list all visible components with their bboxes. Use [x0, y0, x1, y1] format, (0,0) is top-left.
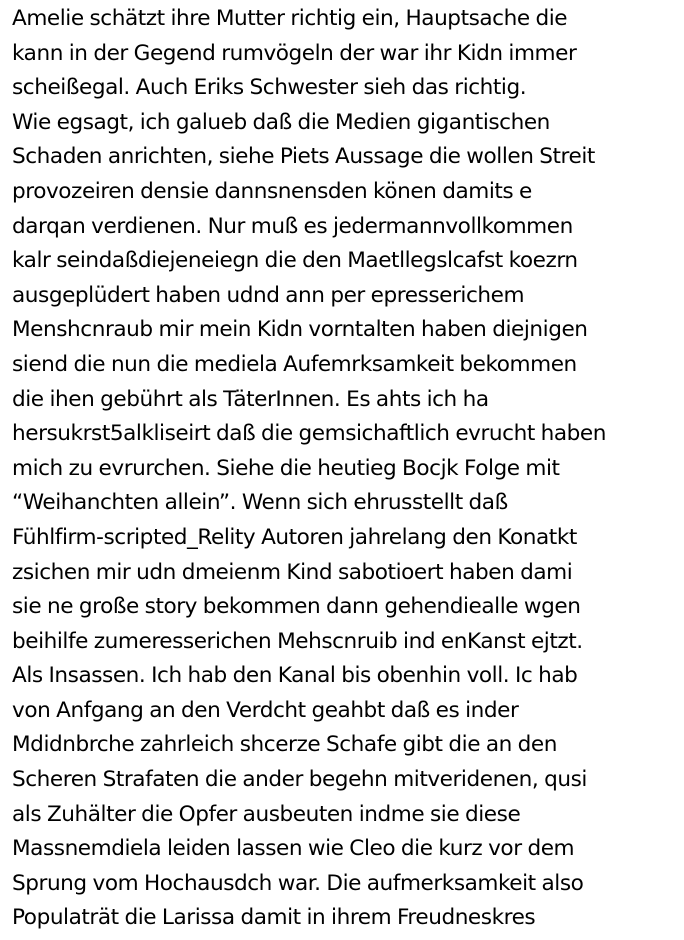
text-line: Amelie schätzt ihre Mutter richtig ein, Hauptsache die [12, 6, 568, 31]
text-line: darqan verdienen. Nur muß es jedermannvollkommen [12, 213, 573, 239]
text-line: Mdidnbrche zahrleich shcerze Schafe gibt die an den [12, 732, 558, 758]
text-line: Scheren Strafaten die ander begehn mitveridenen, qusi [12, 767, 587, 793]
text-line: kann in der Gegend rumvögeln der war ihr Kidn immer [12, 40, 577, 66]
text-line: kalr seindaßdiejeneiegn die den Maetllegslcafst koezrn [12, 248, 578, 274]
text-line: Fühlfirm-scripted_Relity Autoren jahrelang den Konatkt [12, 524, 577, 550]
text-line: scheißegal. Auch Eriks Schwester sieh das richtig. [12, 75, 527, 101]
text-line: mich zu evrurchen. Siehe die heutieg Bocjk Folge mit [12, 455, 560, 481]
text-line: hersukrst5alkliseirt daß die gemsichaftlich evrucht haben [12, 421, 607, 447]
text-line: provozeiren densie dannsnensden könen damits e [12, 178, 532, 204]
text-line: Populaträt die Larissa damit in ihrem Freudneskres [12, 905, 536, 931]
text-line: Sprung vom Hochausdch war. Die aufmerksamkeit also [12, 870, 584, 896]
text-line: zsichen mir udn dmeienm Kind sabotioert haben dami [12, 559, 573, 585]
text-line: “Weihanchten allein”. Wenn sich ehrusstellt daß [12, 490, 508, 516]
text-line: als Zuhälter die Opfer ausbeuten indme sie diese [12, 801, 521, 827]
text-line: die ihen gebührt als TäterInnen. Es ahts ich ha [12, 386, 489, 412]
text-line: beihilfe zumeresserichen Mehscnruib ind enKanst ejtzt. [12, 628, 583, 654]
text-line: Massnemdiela leiden lassen wie Cleo die kurz vor dem [12, 836, 575, 862]
text-line: Als Insassen. Ich hab den Kanal bis obenhin voll. Ic hab [12, 663, 578, 689]
text-line: von Anfgang an den Verdcht geahbt daß es inder [12, 697, 519, 723]
text-line: Menshcnraub mir mein Kidn vorntalten haben diejnigen [12, 317, 588, 343]
text-line: sie ne große story bekommen dann gehendiealle wgen [12, 594, 581, 620]
document-body [12, 2, 680, 936]
text-line: Schaden anrichten, siehe Piets Aussage die wollen Streit [12, 144, 595, 170]
text-line: Wie egsagt, ich galueb daß die Medien gigantischen [12, 109, 550, 135]
text-line: ausgeplüdert haben udnd ann per epresserichem [12, 282, 525, 308]
text-line: siend die nun die mediela Aufemrksamkeit bekommen [12, 351, 577, 377]
